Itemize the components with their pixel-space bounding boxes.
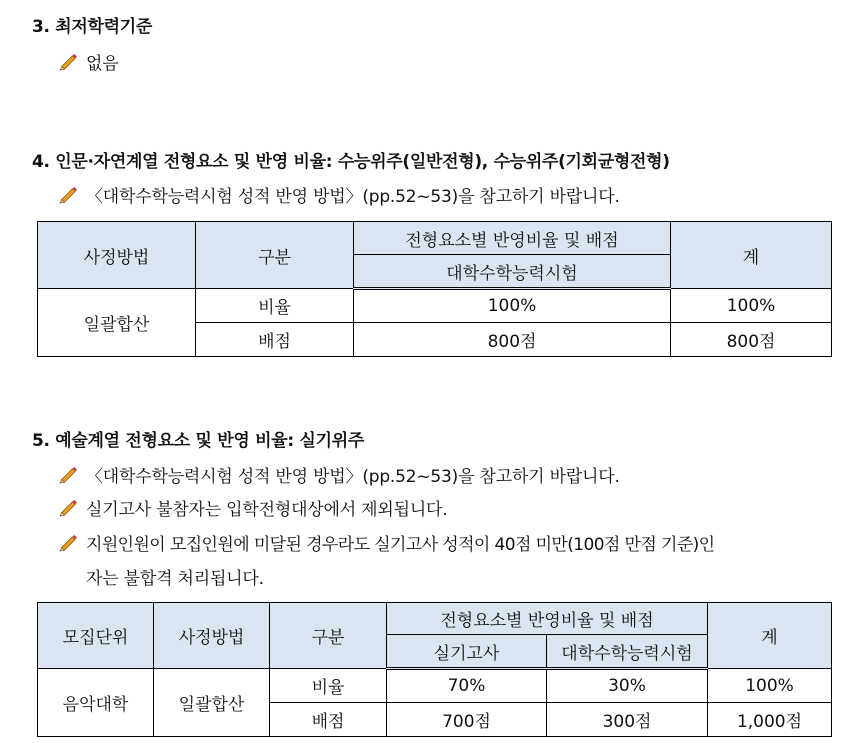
pencil-icon — [58, 466, 78, 484]
category-cell: 비율 — [270, 669, 387, 703]
header-total: 계 — [708, 603, 832, 669]
table-row — [38, 669, 832, 703]
pencil-icon — [58, 499, 78, 517]
section-5-heading: 5. 예술계열 전형요소 및 반영 비율: 실기위주 — [32, 431, 364, 451]
practical-cell: 70% — [387, 669, 547, 703]
bullet-text: 실기고사 불참자는 입학전형대상에서 제외됩니다. — [86, 500, 448, 520]
csat-cell: 300점 — [547, 703, 708, 737]
header-ratio-group: 전형요소별 반영비율 및 배점 — [354, 222, 671, 255]
section-3-heading: 3. 최저학력기준 — [32, 17, 153, 37]
header-unit: 모집단위 — [38, 603, 154, 669]
category-cell: 배점 — [196, 323, 354, 357]
header-ratio-group: 전형요소별 반영비율 및 배점 — [387, 603, 708, 635]
header-total: 계 — [671, 222, 832, 289]
total-cell: 800점 — [671, 323, 832, 357]
category-cell: 비율 — [196, 289, 354, 323]
csat-cell: 800점 — [354, 323, 671, 357]
method-cell: 일괄합산 — [38, 289, 196, 357]
table-row — [38, 289, 832, 323]
bullet-text: 지원인원이 모집인원에 미달된 경우라도 실기고사 성적이 40점 미만(100점 만점 기준)인 — [86, 535, 715, 555]
bullet-text: 없음 — [86, 54, 119, 74]
pencil-icon — [58, 186, 78, 204]
unit-cell: 음악대학 — [38, 669, 154, 737]
header-category: 구분 — [196, 222, 354, 289]
section-5-bullet — [58, 530, 715, 555]
csat-cell: 30% — [547, 669, 708, 703]
pencil-icon — [58, 534, 78, 552]
header-csat: 대학수학능력시험 — [547, 635, 708, 669]
method-cell: 일괄합산 — [154, 669, 270, 737]
bullet-continuation: 자는 불합격 처리됩니다. — [86, 569, 264, 589]
section-5-bullet — [58, 462, 620, 487]
section-4-bullet — [58, 182, 620, 207]
section-4-heading: 4. 인문·자연계열 전형요소 및 반영 비율: 수능위주(일반전형), 수능위주(기회균형전형) — [32, 152, 670, 172]
section-5-bullet — [58, 495, 447, 520]
header-category: 구분 — [270, 603, 387, 669]
total-cell: 100% — [671, 289, 832, 323]
bullet-text: 〈대학수학능력시험 성적 반영 방법〉(pp.52~53)을 참고하기 바랍니다. — [86, 187, 620, 207]
category-cell: 배점 — [270, 703, 387, 737]
header-csat: 대학수학능력시험 — [354, 255, 671, 289]
total-cell: 1,000점 — [708, 703, 832, 737]
section-5-table — [37, 602, 832, 737]
csat-cell: 100% — [354, 289, 671, 323]
section-3-bullet — [58, 49, 118, 74]
practical-cell: 700점 — [387, 703, 547, 737]
section-4-table — [37, 221, 832, 357]
header-method: 사정방법 — [38, 222, 196, 289]
pencil-icon — [58, 53, 78, 71]
total-cell: 100% — [708, 669, 832, 703]
bullet-text: 〈대학수학능력시험 성적 반영 방법〉(pp.52~53)을 참고하기 바랍니다. — [86, 467, 620, 487]
header-practical: 실기고사 — [387, 635, 547, 669]
header-method: 사정방법 — [154, 603, 270, 669]
